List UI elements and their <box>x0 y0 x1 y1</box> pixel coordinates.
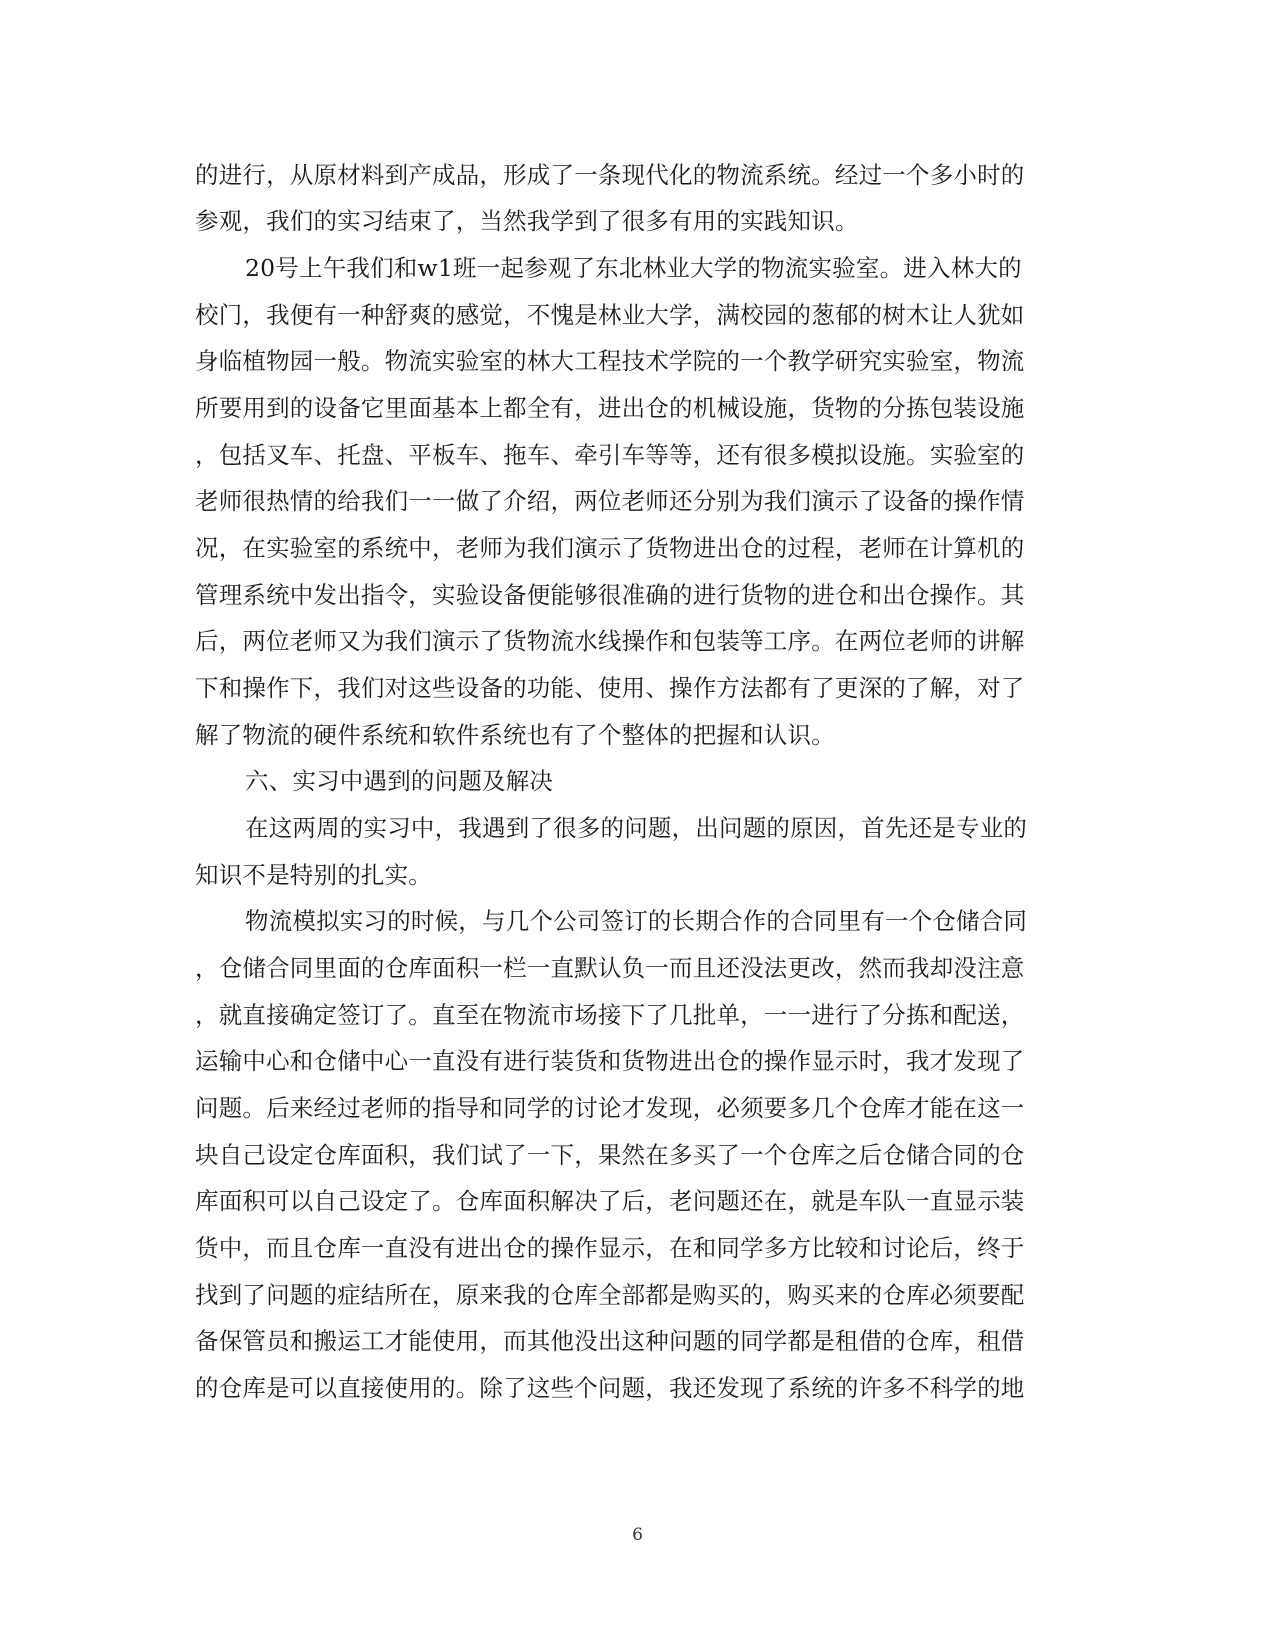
text-line: 找到了问题的症结所在，原来我的仓库全部都是购买的，购买来的仓库必须要配 <box>195 1281 1025 1309</box>
text-line: 参观，我们的实习结束了，当然我学到了很多有用的实践知识。 <box>195 207 859 235</box>
text-line: 知识不是特别的扎实。 <box>195 861 432 889</box>
paragraph-start-line: 在这两周的实习中，我遇到了很多的问题，出问题的原因，首先还是专业的 <box>245 814 1028 842</box>
text-line: 货中，而且仓库一直没有进出仓的操作显示，在和同学多方比较和讨论后，终于 <box>195 1234 1025 1262</box>
text-line: 的仓库是可以直接使用的。除了这些个问题，我还发现了系统的许多不科学的地 <box>195 1374 1025 1402</box>
text-line: 下和操作下，我们对这些设备的功能、使用、操作方法都有了更深的了解，对了 <box>195 674 1025 702</box>
text-line: ，就直接确定签订了。直至在物流市场接下了几批单，一一进行了分拣和配送， <box>195 1001 1025 1029</box>
section-heading: 六、实习中遇到的问题及解决 <box>245 767 554 795</box>
text-line: 身临植物园一般。物流实验室的林大工程技术学院的一个教学研究实验室，物流 <box>195 347 1025 375</box>
text-line: 校门，我便有一种舒爽的感觉，不愧是林业大学，满校园的葱郁的树木让人犹如 <box>195 301 1025 329</box>
text-line: 运输中心和仓储中心一直没有进行装货和货物进出仓的操作显示时，我才发现了 <box>195 1047 1025 1075</box>
text-line: 管理系统中发出指令，实验设备便能够很准确的进行货物的进仓和出仓操作。其 <box>195 581 1025 609</box>
text-line: 解了物流的硬件系统和软件系统也有了个整体的把握和认识。 <box>195 721 835 749</box>
text-line: 后，两位老师又为我们演示了货物流水线操作和包装等工序。在两位老师的讲解 <box>195 627 1025 655</box>
text-line: 库面积可以自己设定了。仓库面积解决了后，老问题还在，就是车队一直显示装 <box>195 1187 1025 1215</box>
text-line: 块自己设定仓库面积，我们试了一下，果然在多买了一个仓库之后仓储合同的仓 <box>195 1141 1025 1169</box>
text-line: 问题。后来经过老师的指导和同学的讨论才发现，必须要多几个仓库才能在这一 <box>195 1094 1025 1122</box>
paragraph-start-line: 物流模拟实习的时候，与几个公司签订的长期合作的合同里有一个仓储合同 <box>245 907 1028 935</box>
text-line: 的进行，从原材料到产成品，形成了一条现代化的物流系统。经过一个多小时的 <box>195 161 1025 189</box>
text-line: 所要用到的设备它里面基本上都全有，进出仓的机械设施，货物的分拣包装设施 <box>195 394 1025 422</box>
paragraph-start-line: 20号上午我们和w1班一起参观了东北林业大学的物流实验室。进入林大的 <box>245 254 1022 282</box>
text-line: 老师很热情的给我们一一做了介绍，两位老师还分别为我们演示了设备的操作情 <box>195 487 1025 515</box>
page-number: 6 <box>632 1525 643 1545</box>
text-line: 备保管员和搬运工才能使用，而其他没出这种问题的同学都是租借的仓库，租借 <box>195 1327 1025 1355</box>
text-line: ，仓储合同里面的仓库面积一栏一直默认负一而且还没法更改，然而我却没注意 <box>195 954 1025 982</box>
text-line: ，包括叉车、托盘、平板车、拖车、牵引车等等，还有很多模拟设施。实验室的 <box>195 441 1025 469</box>
text-line: 况，在实验室的系统中，老师为我们演示了货物进出仓的过程，老师在计算机的 <box>195 534 1025 562</box>
